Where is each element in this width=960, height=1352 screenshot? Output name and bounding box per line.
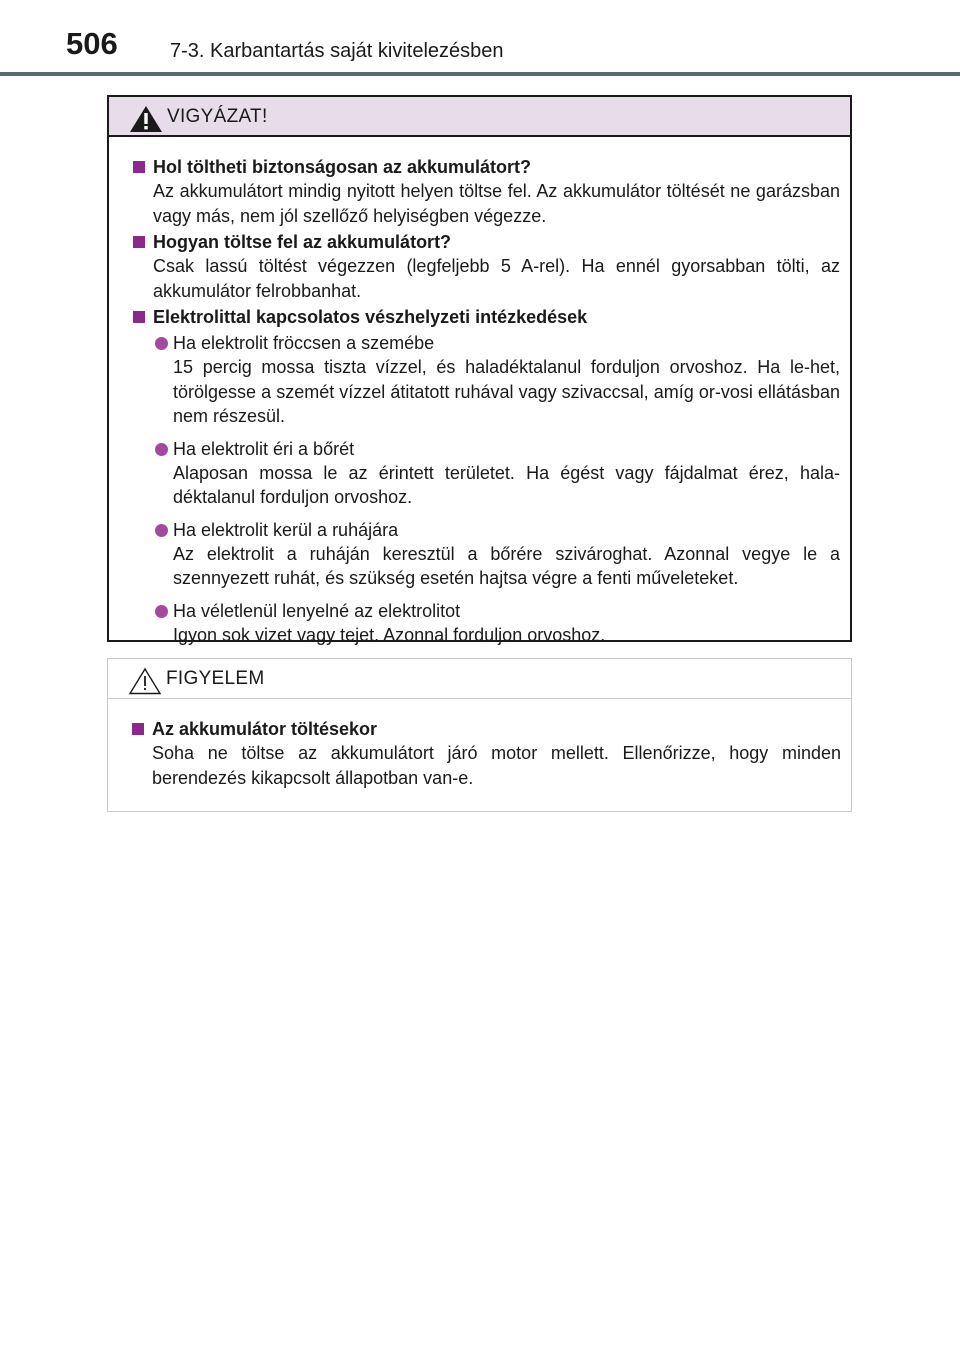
- warning-triangle-icon: [129, 105, 163, 133]
- caution-triangle-outline-icon: [128, 667, 162, 695]
- warning-item-heading: [133, 155, 840, 179]
- warning-subitem: [153, 518, 840, 591]
- caution-item-text: Soha ne töltse az akkumulátort járó motor mellett. Ellenőrizze, hogy minden berendezés kikapcsolt állapotban van-e.: [152, 743, 841, 788]
- warning-subitem-text: Alaposan mossa le az érintett területet. Ha égést vagy fájdalmat érez, hala-déktalanul forduljon orvoshoz.: [173, 462, 840, 507]
- warning-item-text: Csak lassú töltést végezzen (legfeljebb 5 A-rel). Ha ennél gyorsabban tölti, az akkumulátor felrobbanhat.: [153, 256, 840, 301]
- warning-subitem-text: Igyon sok vizet vagy tejet. Azonnal forduljon orvoshoz.: [173, 624, 606, 645]
- warning-item-heading: [133, 305, 840, 329]
- warning-item-heading-text: Hol töltheti biztonságosan az akkumulátort?: [153, 157, 532, 177]
- bullet-square-icon: [133, 236, 145, 248]
- warning-box-header: [109, 97, 850, 137]
- bullet-circle-icon: [155, 443, 168, 456]
- bullet-circle-icon: [155, 605, 168, 618]
- caution-box: [107, 658, 852, 812]
- caution-box-title: FIGYELEM: [166, 668, 265, 689]
- bullet-square-icon: [133, 311, 145, 323]
- section-title: 7-3. Karbantartás saját kivitelezésben: [170, 40, 504, 62]
- warning-subitem-text: 15 percig mossa tiszta vízzel, és haladéktalanul forduljon orvoshoz. Ha le-het, törölgesse a szemét vízzel átitatott ruhával vagy szivaccsal, amíg or-vosi ellátásban nem részesül.: [173, 357, 840, 426]
- warning-subitem: [153, 331, 840, 429]
- warning-subitem-text: Az elektrolit a ruháján keresztül a bőrére szivároghat. Azonnal vegye le a szennyezett ruhát, és szükség esetén hajtsa végre a fenti műveleteket.: [173, 543, 840, 588]
- bullet-square-icon: [133, 161, 145, 173]
- warning-item: [129, 305, 840, 647]
- warning-subitem-title: Ha elektrolit éri a bőrét: [173, 438, 355, 459]
- page-number: 506: [66, 26, 118, 61]
- caution-box-content: [128, 717, 841, 790]
- warning-box-content: [129, 155, 840, 647]
- caution-item-heading-text: Az akkumulátor töltésekor: [152, 719, 378, 739]
- bullet-circle-icon: [155, 524, 168, 537]
- warning-item-text: Az akkumulátort mindig nyitott helyen töltse fel. Az akkumulátor töltését ne garázsban vagy más, nem jól szellőző helyiségben végezze.: [153, 181, 840, 226]
- header-divider: [0, 72, 960, 76]
- warning-item-heading-text: Elektrolittal kapcsolatos vészhelyzeti intézkedések: [153, 307, 588, 327]
- warning-item-heading-text: Hogyan töltse fel az akkumulátort?: [153, 232, 452, 252]
- warning-subitem-title: Ha elektrolit kerül a ruhájára: [173, 519, 399, 540]
- warning-subitem: [153, 599, 840, 648]
- warning-item: [129, 230, 840, 303]
- warning-subitem: [153, 437, 840, 510]
- caution-item: [128, 717, 841, 790]
- warning-item: [129, 155, 840, 228]
- warning-item-heading: [133, 230, 840, 254]
- warning-subitem-title: Ha véletlenül lenyelné az elektrolitot: [173, 600, 461, 621]
- caution-item-heading: [132, 717, 841, 741]
- warning-box-title: VIGYÁZAT!: [167, 106, 268, 127]
- bullet-circle-icon: [155, 337, 168, 350]
- warning-subitem-title: Ha elektrolit fröccsen a szemébe: [173, 333, 435, 353]
- bullet-square-icon: [132, 723, 144, 735]
- caution-box-header: [108, 659, 851, 699]
- warning-box: [107, 95, 852, 645]
- page-header: [0, 0, 960, 80]
